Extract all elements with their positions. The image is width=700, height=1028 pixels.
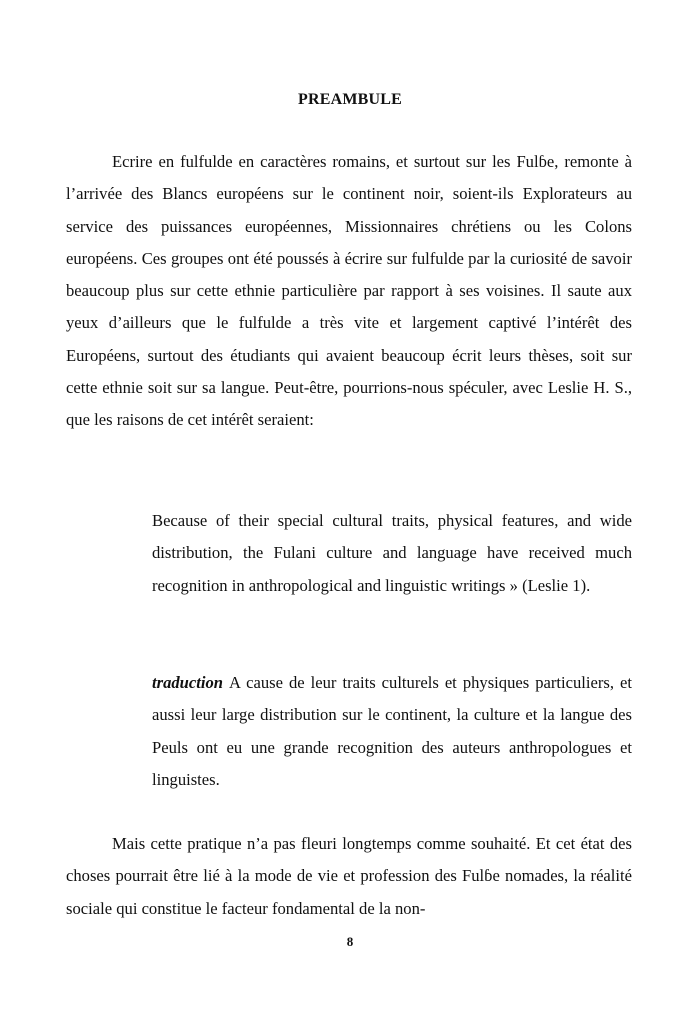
page-number: 8 xyxy=(346,934,354,949)
translation-text: A cause de leur traits culturels et physiques particuliers, et aussi leur large distribution sur le continent, la culture et la langue des Peuls ont eu une grande recognition des auteurs anthropologues et linguistes. xyxy=(152,673,632,789)
page-title: PREAMBULE xyxy=(297,91,403,108)
english-quote: Because of their special cultural traits, physical features, and wide distribution, the Fulani culture and language have received much recognition in anthropological and linguistic writings » (Leslie 1). xyxy=(152,511,632,595)
translation-label: traduction xyxy=(152,673,224,692)
paragraph-intro: Ecrire en fulfulde en caractères romains, et surtout sur les Fulɓe, remonte à l’arrivée des Blancs européens sur le continent noir, soient-ils Explorateurs au service des puissances européennes, Missionnaires chrétiens ou les Colons européens. Ces groupes ont été poussés à écrire sur fulfulde par la curiosité de savoir beaucoup plus sur cette ethnie particulière par rapport à ses voisines. Il saute aux yeux d’ailleurs que le fulfulde a très vite et largement captivé l’intérêt des Européens, surtout des étudiants qui avaient beaucoup écrit leurs thèses, soit sur cette ethnie soit sur sa langue. Peut-être, pourrions-nous spéculer, avec Leslie H. S., que les raisons de cet intérêt seraient: xyxy=(66,152,632,430)
translation-block xyxy=(152,667,632,796)
paragraph-continuation: Mais cette pratique n’a pas fleuri longtemps comme souhaité. Et cet état des choses pourrait être lié à la mode de vie et profession des Fulɓe nomades, la réalité sociale qui constitue le facteur fondamental de la non- xyxy=(66,834,632,918)
